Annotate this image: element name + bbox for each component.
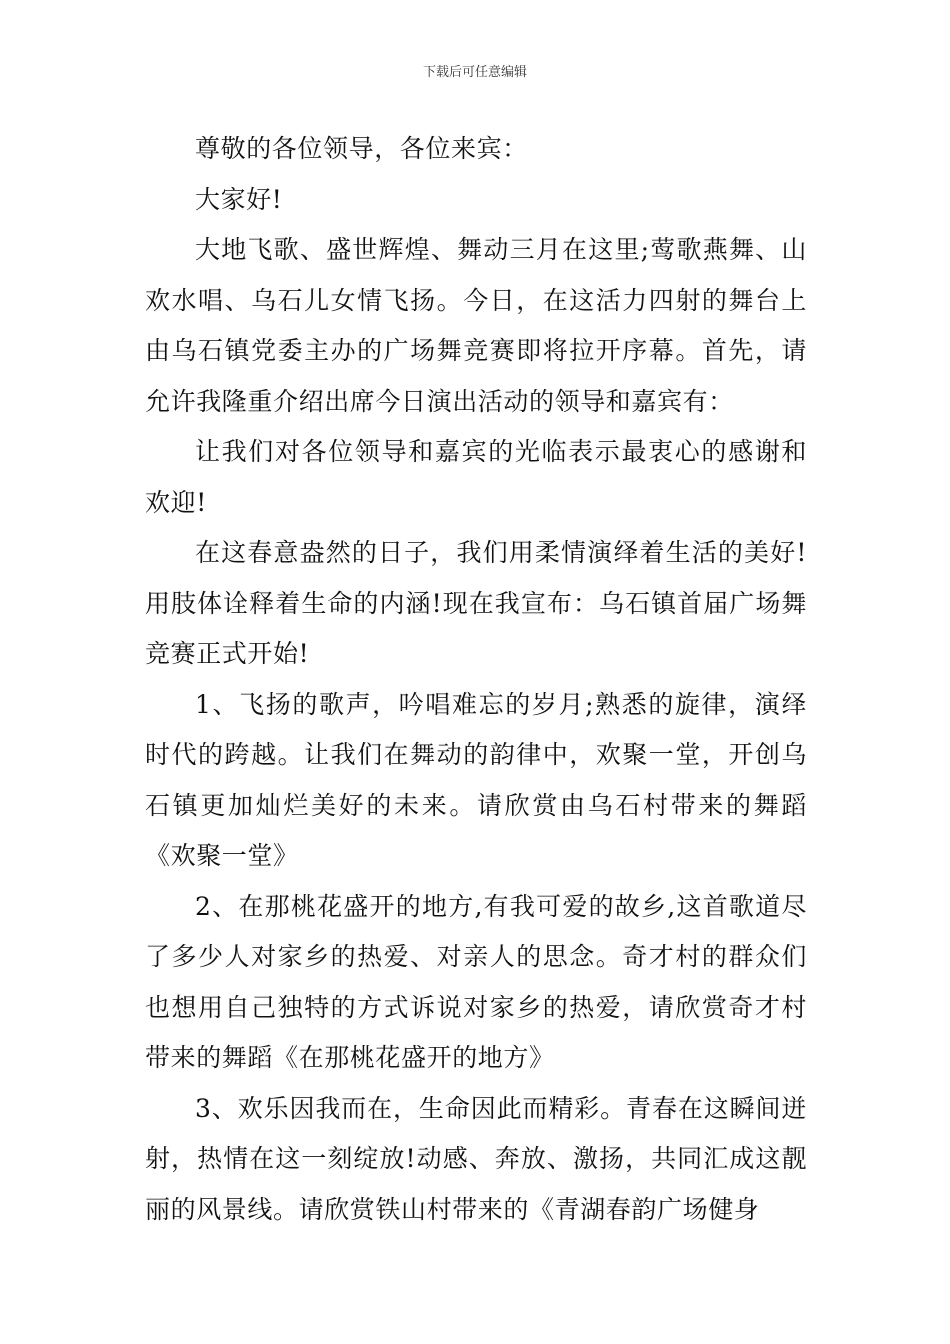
- announcement-paragraph: 在这春意盎然的日子，我们用柔情演绎着生活的美好!用肢体诠释着生命的内涵!现在我宣布：乌石镇首届广场舞竞赛正式开始!: [145, 538, 807, 668]
- salutation-paragraph: 尊敬的各位领导，各位来宾：: [195, 134, 528, 163]
- document-body: [145, 124, 807, 1235]
- opening-paragraph: 大地飞歌、盛世辉煌、舞动三月在这里;莺歌燕舞、山欢水唱、乌石儿女情飞扬。今日，在这活力四射的舞台上由乌石镇党委主办的广场舞竞赛即将拉开序幕。首先，请允许我隆重介绍出席今日演出活动的领导和嘉宾有：: [145, 235, 807, 416]
- program-item-1: 1、飞扬的歌声，吟唱难忘的岁月;熟悉的旋律，演绎时代的跨越。让我们在舞动的韵律中，欢聚一堂，开创乌石镇更加灿烂美好的未来。请欣赏由乌石村带来的舞蹈《欢聚一堂》: [145, 689, 807, 870]
- program-item-2: 2、在那桃花盛开的地方,有我可爱的故乡,这首歌道尽了多少人对家乡的热爱、对亲人的思念。奇才村的群众们也想用自己独特的方式诉说对家乡的热爱，请欣赏奇才村带来的舞蹈《在那桃花盛开的地方》: [145, 891, 807, 1072]
- program-item-3: 3、欢乐因我而在，生命因此而精彩。青春在这瞬间迸射，热情在这一刻绽放!动感、奔放、激扬，共同汇成这靓丽的风景线。请欣赏铁山村带来的《青湖春韵广场健身: [145, 1093, 807, 1224]
- thanks-paragraph: 让我们对各位领导和嘉宾的光临表示最衷心的感谢和欢迎!: [145, 437, 807, 517]
- page-header-note: 下载后可任意编辑: [422, 65, 527, 80]
- greeting-paragraph: 大家好!: [195, 184, 283, 214]
